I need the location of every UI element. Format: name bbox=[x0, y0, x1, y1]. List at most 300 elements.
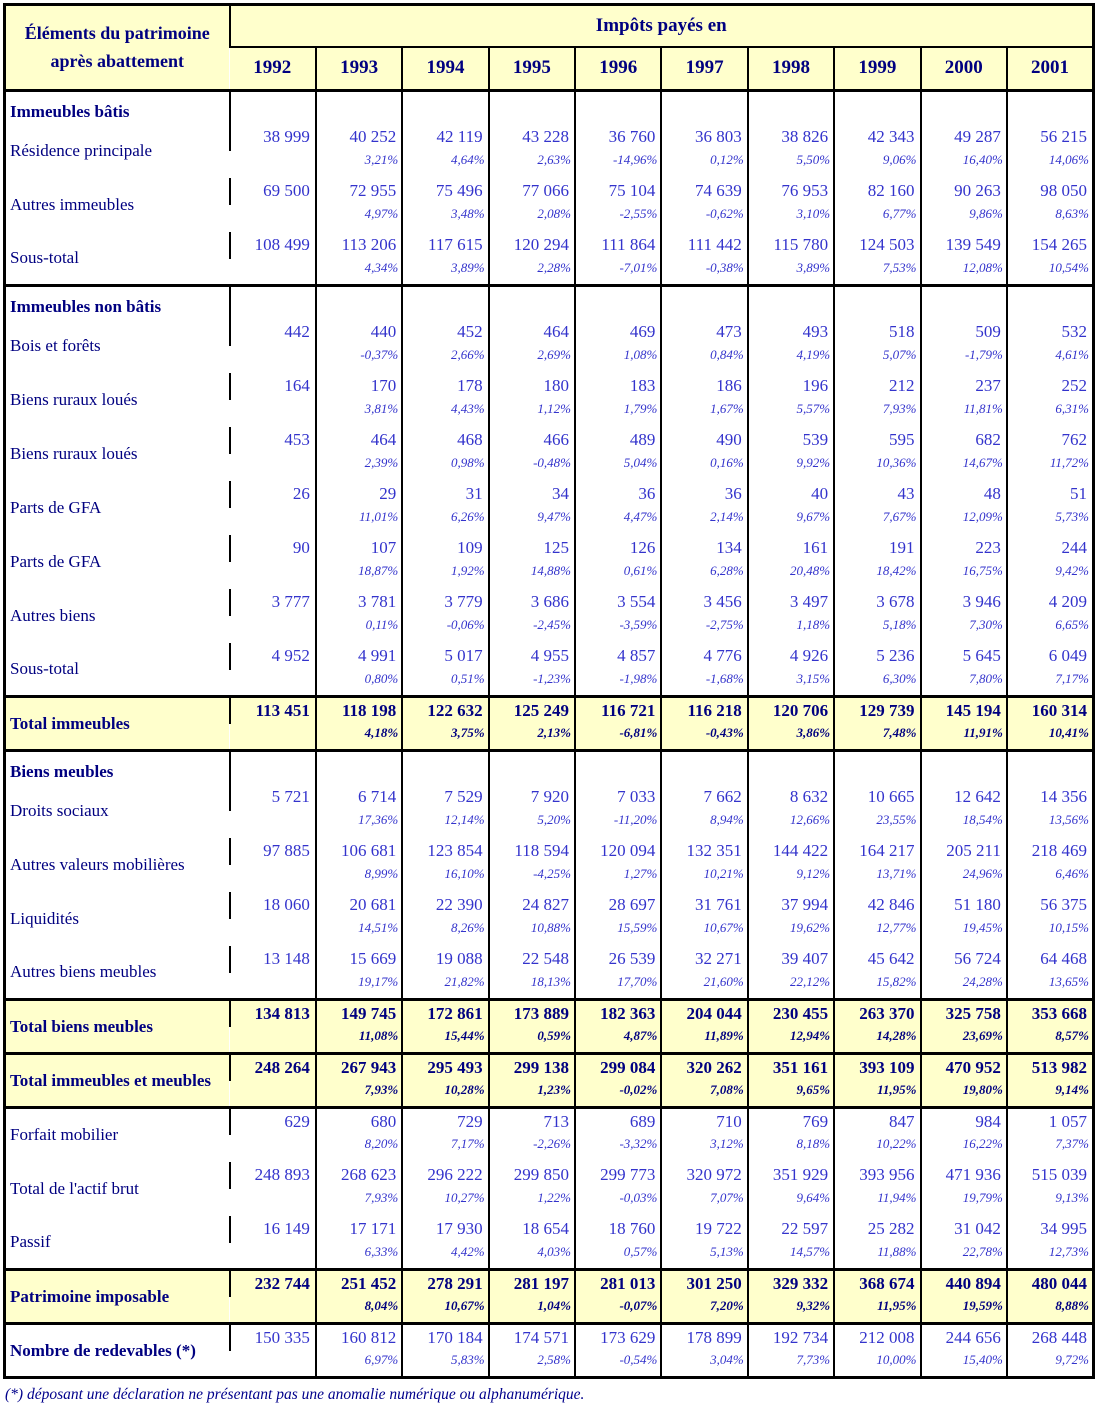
pct-cell: -7,01% bbox=[575, 259, 661, 286]
table-header bbox=[5, 5, 1094, 91]
empty-cell bbox=[575, 91, 661, 124]
value-cell: 64 468 bbox=[1007, 946, 1094, 973]
row-label: Nombre de redevables (*) bbox=[5, 1324, 230, 1378]
empty-cell bbox=[230, 751, 316, 784]
pct-cell: 11,81% bbox=[921, 400, 1007, 427]
value-cell: 299 084 bbox=[575, 1054, 661, 1081]
value-cell: 464 bbox=[316, 427, 402, 454]
pct-cell: 6,46% bbox=[1007, 865, 1094, 892]
value-cell: 299 850 bbox=[489, 1162, 575, 1189]
value-cell: 36 803 bbox=[661, 124, 747, 151]
pct-cell: -14,96% bbox=[575, 151, 661, 178]
pct-cell bbox=[230, 400, 316, 427]
value-cell: 682 bbox=[921, 427, 1007, 454]
pct-cell: 9,14% bbox=[1007, 1081, 1094, 1108]
pct-cell: -1,23% bbox=[489, 670, 575, 697]
pct-cell: 5,04% bbox=[575, 454, 661, 481]
value-cell: 196 bbox=[748, 373, 834, 400]
pct-cell: 21,82% bbox=[402, 973, 488, 1000]
pct-cell: 0,16% bbox=[661, 454, 747, 481]
pct-cell: 8,99% bbox=[316, 865, 402, 892]
pct-cell: 9,64% bbox=[748, 1189, 834, 1216]
value-cell: 518 bbox=[834, 319, 920, 346]
value-cell: 134 813 bbox=[230, 1000, 316, 1027]
value-cell: 4 955 bbox=[489, 643, 575, 670]
pct-cell: 5,73% bbox=[1007, 508, 1094, 535]
value-cell: 36 bbox=[661, 481, 747, 508]
pct-cell: 18,87% bbox=[316, 562, 402, 589]
value-cell: 204 044 bbox=[661, 1000, 747, 1027]
row-label: Résidence principale bbox=[5, 124, 230, 178]
value-cell: 7 662 bbox=[661, 784, 747, 811]
pct-cell: 7,73% bbox=[748, 1351, 834, 1378]
value-cell: 3 779 bbox=[402, 589, 488, 616]
pct-cell bbox=[230, 508, 316, 535]
value-cell: 847 bbox=[834, 1108, 920, 1135]
corner-line2: après abattement bbox=[50, 50, 184, 71]
group-header-label: Impôts payés en bbox=[230, 5, 1094, 47]
pct-cell: 1,67% bbox=[661, 400, 747, 427]
pct-cell: 4,61% bbox=[1007, 346, 1094, 373]
value-cell: 351 929 bbox=[748, 1162, 834, 1189]
pct-cell: 4,03% bbox=[489, 1243, 575, 1270]
year-header: 1996 bbox=[575, 47, 661, 91]
pct-cell: -0,48% bbox=[489, 454, 575, 481]
row-label: Biens ruraux loués bbox=[5, 427, 230, 481]
value-cell: 252 bbox=[1007, 373, 1094, 400]
value-row bbox=[5, 838, 1094, 865]
value-cell: 12 642 bbox=[921, 784, 1007, 811]
value-cell: 237 bbox=[921, 373, 1007, 400]
value-cell: 111 864 bbox=[575, 232, 661, 259]
value-cell: 125 249 bbox=[489, 697, 575, 724]
pct-cell: 3,15% bbox=[748, 670, 834, 697]
pct-cell: 12,08% bbox=[921, 259, 1007, 286]
value-cell: 595 bbox=[834, 427, 920, 454]
pct-cell: -0,62% bbox=[661, 205, 747, 232]
pct-cell: 10,41% bbox=[1007, 724, 1094, 751]
pct-cell: 6,97% bbox=[316, 1351, 402, 1378]
empty-cell bbox=[316, 91, 402, 124]
pct-cell: 3,75% bbox=[402, 724, 488, 751]
pct-cell: 10,67% bbox=[661, 919, 747, 946]
pct-cell bbox=[230, 1027, 316, 1054]
pct-cell: -0,43% bbox=[661, 724, 747, 751]
value-cell: 178 899 bbox=[661, 1324, 747, 1351]
value-cell: 164 217 bbox=[834, 838, 920, 865]
empty-cell bbox=[489, 286, 575, 319]
value-cell: 3 678 bbox=[834, 589, 920, 616]
value-cell: 490 bbox=[661, 427, 747, 454]
pct-cell: 18,42% bbox=[834, 562, 920, 589]
value-cell: 16 149 bbox=[230, 1216, 316, 1243]
pct-cell: 22,78% bbox=[921, 1243, 1007, 1270]
value-row bbox=[5, 1054, 1094, 1081]
value-cell: 39 407 bbox=[748, 946, 834, 973]
value-cell: 729 bbox=[402, 1108, 488, 1135]
pct-cell: 0,59% bbox=[489, 1027, 575, 1054]
empty-cell bbox=[661, 751, 747, 784]
value-cell: 118 594 bbox=[489, 838, 575, 865]
row-label: Liquidités bbox=[5, 892, 230, 946]
value-row bbox=[5, 697, 1094, 724]
value-cell: 120 094 bbox=[575, 838, 661, 865]
group-header-row bbox=[5, 5, 1094, 47]
value-cell: 182 363 bbox=[575, 1000, 661, 1027]
pct-cell: 10,54% bbox=[1007, 259, 1094, 286]
value-cell: 51 bbox=[1007, 481, 1094, 508]
value-cell: 689 bbox=[575, 1108, 661, 1135]
value-cell: 97 885 bbox=[230, 838, 316, 865]
value-cell: 3 777 bbox=[230, 589, 316, 616]
value-cell: 107 bbox=[316, 535, 402, 562]
value-cell: 4 926 bbox=[748, 643, 834, 670]
value-cell: 183 bbox=[575, 373, 661, 400]
value-cell: 281 197 bbox=[489, 1270, 575, 1297]
pct-cell: 14,06% bbox=[1007, 151, 1094, 178]
pct-cell: 5,57% bbox=[748, 400, 834, 427]
pct-cell: 9,42% bbox=[1007, 562, 1094, 589]
value-cell: 38 999 bbox=[230, 124, 316, 151]
value-cell: 49 287 bbox=[921, 124, 1007, 151]
empty-cell bbox=[316, 286, 402, 319]
value-cell: 126 bbox=[575, 535, 661, 562]
value-cell: 6 049 bbox=[1007, 643, 1094, 670]
value-cell: 299 138 bbox=[489, 1054, 575, 1081]
pct-cell: 4,18% bbox=[316, 724, 402, 751]
pct-cell: 1,12% bbox=[489, 400, 575, 427]
year-header: 2000 bbox=[921, 47, 1007, 91]
pct-cell: 8,26% bbox=[402, 919, 488, 946]
pct-cell: 0,11% bbox=[316, 616, 402, 643]
pct-cell: -4,25% bbox=[489, 865, 575, 892]
pct-cell: 16,75% bbox=[921, 562, 1007, 589]
pct-cell: 14,51% bbox=[316, 919, 402, 946]
value-cell: 134 bbox=[661, 535, 747, 562]
value-cell: 218 469 bbox=[1007, 838, 1094, 865]
value-cell: 82 160 bbox=[834, 178, 920, 205]
row-label: Droits sociaux bbox=[5, 784, 230, 838]
value-cell: 295 493 bbox=[402, 1054, 488, 1081]
pct-cell: 8,57% bbox=[1007, 1027, 1094, 1054]
value-cell: 3 946 bbox=[921, 589, 1007, 616]
pct-cell: 9,92% bbox=[748, 454, 834, 481]
empty-cell bbox=[661, 286, 747, 319]
value-cell: 769 bbox=[748, 1108, 834, 1135]
value-cell: 98 050 bbox=[1007, 178, 1094, 205]
value-cell: 984 bbox=[921, 1108, 1007, 1135]
value-cell: 191 bbox=[834, 535, 920, 562]
pct-cell: 1,23% bbox=[489, 1081, 575, 1108]
value-cell: 37 994 bbox=[748, 892, 834, 919]
value-cell: 106 681 bbox=[316, 838, 402, 865]
pct-cell: 12,94% bbox=[748, 1027, 834, 1054]
value-row bbox=[5, 1270, 1094, 1297]
value-cell: 368 674 bbox=[834, 1270, 920, 1297]
value-cell: 248 264 bbox=[230, 1054, 316, 1081]
year-header: 1998 bbox=[748, 47, 834, 91]
value-cell: 710 bbox=[661, 1108, 747, 1135]
pct-cell: 2,63% bbox=[489, 151, 575, 178]
value-cell: 36 bbox=[575, 481, 661, 508]
value-cell: 353 668 bbox=[1007, 1000, 1094, 1027]
pct-cell: 10,27% bbox=[402, 1189, 488, 1216]
value-row bbox=[5, 1162, 1094, 1189]
pct-cell: 18,54% bbox=[921, 811, 1007, 838]
pct-cell: 4,47% bbox=[575, 508, 661, 535]
pct-cell: 10,88% bbox=[489, 919, 575, 946]
pct-cell: 7,93% bbox=[834, 400, 920, 427]
empty-cell bbox=[402, 91, 488, 124]
pct-cell bbox=[230, 1243, 316, 1270]
pct-cell: 19,79% bbox=[921, 1189, 1007, 1216]
pct-cell bbox=[230, 811, 316, 838]
table-body bbox=[5, 91, 1094, 1378]
value-cell: 120 706 bbox=[748, 697, 834, 724]
corner-line1: Éléments du patrimoine bbox=[24, 22, 210, 43]
value-cell: 8 632 bbox=[748, 784, 834, 811]
value-cell: 267 943 bbox=[316, 1054, 402, 1081]
row-label: Autres biens bbox=[5, 589, 230, 643]
empty-cell bbox=[834, 751, 920, 784]
empty-cell bbox=[834, 91, 920, 124]
value-cell: 251 452 bbox=[316, 1270, 402, 1297]
pct-cell: 0,84% bbox=[661, 346, 747, 373]
pct-cell: 4,97% bbox=[316, 205, 402, 232]
value-cell: 329 332 bbox=[748, 1270, 834, 1297]
value-cell: 38 826 bbox=[748, 124, 834, 151]
pct-cell: 4,42% bbox=[402, 1243, 488, 1270]
row-label: Sous-total bbox=[5, 643, 230, 697]
value-cell: 5 721 bbox=[230, 784, 316, 811]
pct-cell bbox=[230, 1351, 316, 1378]
pct-cell: 5,50% bbox=[748, 151, 834, 178]
value-row bbox=[5, 319, 1094, 346]
pct-cell: 9,47% bbox=[489, 508, 575, 535]
value-cell: 28 697 bbox=[575, 892, 661, 919]
pct-cell: 15,40% bbox=[921, 1351, 1007, 1378]
pct-cell: 3,48% bbox=[402, 205, 488, 232]
pct-cell bbox=[230, 346, 316, 373]
value-cell: 468 bbox=[402, 427, 488, 454]
pct-cell: -0,54% bbox=[575, 1351, 661, 1378]
empty-cell bbox=[1007, 751, 1094, 784]
section-heading-row bbox=[5, 286, 1094, 319]
value-cell: 178 bbox=[402, 373, 488, 400]
pct-cell: 2,58% bbox=[489, 1351, 575, 1378]
section-heading-row bbox=[5, 91, 1094, 124]
pct-cell: 8,20% bbox=[316, 1135, 402, 1162]
pct-cell: 3,81% bbox=[316, 400, 402, 427]
value-cell: 31 bbox=[402, 481, 488, 508]
pct-cell bbox=[230, 670, 316, 697]
value-cell: 762 bbox=[1007, 427, 1094, 454]
value-cell: 13 148 bbox=[230, 946, 316, 973]
patrimoine-table bbox=[3, 3, 1095, 1379]
pct-cell: -2,26% bbox=[489, 1135, 575, 1162]
value-cell: 440 bbox=[316, 319, 402, 346]
value-cell: 244 656 bbox=[921, 1324, 1007, 1351]
row-label: Total biens meubles bbox=[5, 1000, 230, 1054]
pct-cell: 1,22% bbox=[489, 1189, 575, 1216]
pct-cell: 14,57% bbox=[748, 1243, 834, 1270]
pct-cell: 4,64% bbox=[402, 151, 488, 178]
pct-cell: 9,86% bbox=[921, 205, 1007, 232]
value-cell: 122 632 bbox=[402, 697, 488, 724]
pct-cell: 2,66% bbox=[402, 346, 488, 373]
pct-cell: 15,82% bbox=[834, 973, 920, 1000]
pct-cell: 8,94% bbox=[661, 811, 747, 838]
value-cell: 1 057 bbox=[1007, 1108, 1094, 1135]
value-cell: 72 955 bbox=[316, 178, 402, 205]
pct-cell: -3,59% bbox=[575, 616, 661, 643]
pct-cell: 3,89% bbox=[402, 259, 488, 286]
empty-cell bbox=[921, 751, 1007, 784]
row-label: Autres valeurs mobilières bbox=[5, 838, 230, 892]
value-cell: 4 857 bbox=[575, 643, 661, 670]
value-cell: 452 bbox=[402, 319, 488, 346]
value-cell: 113 206 bbox=[316, 232, 402, 259]
value-cell: 232 744 bbox=[230, 1270, 316, 1297]
row-label: Total immeubles et meubles bbox=[5, 1054, 230, 1108]
value-cell: 118 198 bbox=[316, 697, 402, 724]
value-cell: 123 854 bbox=[402, 838, 488, 865]
pct-cell bbox=[230, 1081, 316, 1108]
value-row bbox=[5, 946, 1094, 973]
year-header: 1994 bbox=[402, 47, 488, 91]
value-cell: 109 bbox=[402, 535, 488, 562]
pct-cell: 1,27% bbox=[575, 865, 661, 892]
pct-cell: 5,18% bbox=[834, 616, 920, 643]
pct-cell: 0,80% bbox=[316, 670, 402, 697]
value-cell: 26 bbox=[230, 481, 316, 508]
pct-cell: 0,12% bbox=[661, 151, 747, 178]
value-cell: 296 222 bbox=[402, 1162, 488, 1189]
pct-cell: 10,21% bbox=[661, 865, 747, 892]
pct-cell: 11,72% bbox=[1007, 454, 1094, 481]
row-label: Autres biens meubles bbox=[5, 946, 230, 1000]
pct-cell: 11,89% bbox=[661, 1027, 747, 1054]
value-cell: 4 991 bbox=[316, 643, 402, 670]
empty-cell bbox=[748, 751, 834, 784]
pct-cell: -1,98% bbox=[575, 670, 661, 697]
value-row bbox=[5, 178, 1094, 205]
value-cell: 351 161 bbox=[748, 1054, 834, 1081]
value-cell: 125 bbox=[489, 535, 575, 562]
value-cell: 3 497 bbox=[748, 589, 834, 616]
value-cell: 19 722 bbox=[661, 1216, 747, 1243]
pct-cell: 11,91% bbox=[921, 724, 1007, 751]
value-cell: 111 442 bbox=[661, 232, 747, 259]
value-cell: 473 bbox=[661, 319, 747, 346]
pct-cell: 2,14% bbox=[661, 508, 747, 535]
pct-cell: 10,00% bbox=[834, 1351, 920, 1378]
pct-cell bbox=[230, 865, 316, 892]
empty-cell bbox=[661, 91, 747, 124]
value-cell: 18 760 bbox=[575, 1216, 661, 1243]
empty-cell bbox=[402, 751, 488, 784]
pct-cell bbox=[230, 973, 316, 1000]
pct-cell: 7,30% bbox=[921, 616, 1007, 643]
year-header: 1993 bbox=[316, 47, 402, 91]
pct-cell: 6,26% bbox=[402, 508, 488, 535]
pct-cell: 0,57% bbox=[575, 1243, 661, 1270]
row-label: Parts de GFA bbox=[5, 535, 230, 589]
value-cell: 75 496 bbox=[402, 178, 488, 205]
pct-cell: 11,95% bbox=[834, 1081, 920, 1108]
value-cell: 31 761 bbox=[661, 892, 747, 919]
empty-cell bbox=[1007, 91, 1094, 124]
pct-cell: 8,18% bbox=[748, 1135, 834, 1162]
pct-cell: 13,65% bbox=[1007, 973, 1094, 1000]
value-cell: 14 356 bbox=[1007, 784, 1094, 811]
value-row bbox=[5, 1324, 1094, 1351]
value-cell: 4 776 bbox=[661, 643, 747, 670]
value-cell: 393 956 bbox=[834, 1162, 920, 1189]
pct-cell: 14,28% bbox=[834, 1027, 920, 1054]
pct-cell: 8,04% bbox=[316, 1297, 402, 1324]
value-cell: 4 952 bbox=[230, 643, 316, 670]
value-cell: 489 bbox=[575, 427, 661, 454]
pct-cell: 14,88% bbox=[489, 562, 575, 589]
pct-cell: 24,96% bbox=[921, 865, 1007, 892]
pct-cell: 3,12% bbox=[661, 1135, 747, 1162]
value-cell: 7 920 bbox=[489, 784, 575, 811]
pct-cell: 7,07% bbox=[661, 1189, 747, 1216]
value-cell: 5 645 bbox=[921, 643, 1007, 670]
pct-cell: 22,12% bbox=[748, 973, 834, 1000]
value-cell: 113 451 bbox=[230, 697, 316, 724]
value-cell: 36 760 bbox=[575, 124, 661, 151]
value-cell: 3 686 bbox=[489, 589, 575, 616]
value-cell: 393 109 bbox=[834, 1054, 920, 1081]
pct-cell: -3,32% bbox=[575, 1135, 661, 1162]
pct-cell: 6,31% bbox=[1007, 400, 1094, 427]
pct-cell: -0,03% bbox=[575, 1189, 661, 1216]
value-row bbox=[5, 892, 1094, 919]
pct-cell: 2,69% bbox=[489, 346, 575, 373]
value-cell: 263 370 bbox=[834, 1000, 920, 1027]
pct-cell: 13,56% bbox=[1007, 811, 1094, 838]
value-cell: 325 758 bbox=[921, 1000, 1007, 1027]
value-row bbox=[5, 535, 1094, 562]
row-label: Forfait mobilier bbox=[5, 1108, 230, 1162]
row-label: Total de l'actif brut bbox=[5, 1162, 230, 1216]
pct-cell: 8,88% bbox=[1007, 1297, 1094, 1324]
pct-cell: 5,13% bbox=[661, 1243, 747, 1270]
value-row bbox=[5, 232, 1094, 259]
pct-cell: -1,68% bbox=[661, 670, 747, 697]
pct-cell: 3,21% bbox=[316, 151, 402, 178]
value-cell: 145 194 bbox=[921, 697, 1007, 724]
value-cell: 18 654 bbox=[489, 1216, 575, 1243]
value-cell: 6 714 bbox=[316, 784, 402, 811]
value-cell: 116 218 bbox=[661, 697, 747, 724]
value-cell: 244 bbox=[1007, 535, 1094, 562]
empty-cell bbox=[230, 286, 316, 319]
pct-cell: 1,04% bbox=[489, 1297, 575, 1324]
pct-cell bbox=[230, 724, 316, 751]
value-cell: 43 228 bbox=[489, 124, 575, 151]
value-cell: 248 893 bbox=[230, 1162, 316, 1189]
value-cell: 116 721 bbox=[575, 697, 661, 724]
pct-cell: 19,45% bbox=[921, 919, 1007, 946]
pct-cell: 7,48% bbox=[834, 724, 920, 751]
pct-cell: 2,13% bbox=[489, 724, 575, 751]
pct-cell bbox=[230, 259, 316, 286]
pct-cell: -1,79% bbox=[921, 346, 1007, 373]
pct-cell: 13,71% bbox=[834, 865, 920, 892]
